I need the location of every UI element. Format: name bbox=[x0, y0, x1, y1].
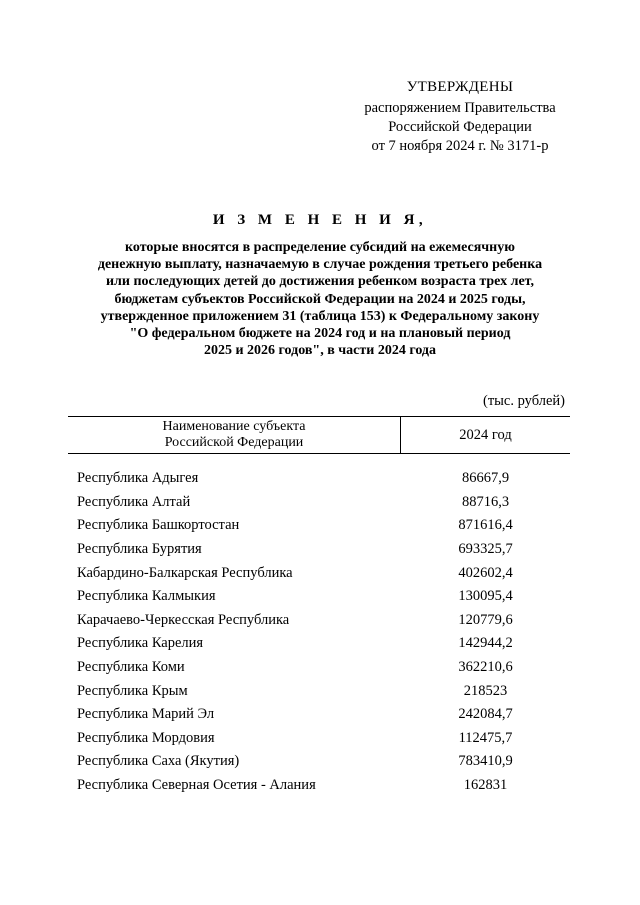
region-amount: 142944,2 bbox=[458, 635, 513, 652]
region-name: Республика Адыгея bbox=[77, 470, 199, 487]
table-row bbox=[68, 632, 570, 656]
heading-line: утвержденное приложением 31 (таблица 153) к Федеральному закону bbox=[100, 308, 540, 324]
approved-title: УТВЕРЖДЕНЫ bbox=[406, 79, 514, 95]
heading-line: бюджетам субъектов Российской Федерации на 2024 и 2025 годы, bbox=[114, 291, 526, 307]
table-row bbox=[68, 609, 570, 633]
table-body bbox=[68, 467, 570, 797]
header-region-line-1: Наименование субъекта bbox=[162, 419, 306, 434]
region-name: Республика Саха (Якутия) bbox=[77, 753, 240, 770]
region-name: Республика Коми bbox=[77, 659, 185, 676]
region-name: Карачаево-Черкесская Республика bbox=[77, 611, 290, 628]
region-amount: 120779,6 bbox=[458, 611, 513, 628]
region-name: Республика Алтай bbox=[77, 493, 191, 510]
region-name: Республика Крым bbox=[77, 682, 188, 699]
table-row bbox=[68, 514, 570, 538]
table-header bbox=[68, 416, 570, 454]
region-amount: 362210,6 bbox=[458, 659, 513, 676]
region-amount: 112475,7 bbox=[458, 729, 513, 746]
approval-line-1: распоряжением Правительства bbox=[364, 100, 556, 116]
heading-line: или последующих детей до достижения ребенком возраста трех лет, bbox=[105, 274, 535, 290]
table-row bbox=[68, 491, 570, 515]
heading-line: денежную выплату, назначаемую в случае рождения третьего ребенка bbox=[97, 257, 543, 273]
header-region-line-2: Российской Федерации bbox=[164, 435, 304, 450]
table-row bbox=[68, 538, 570, 562]
region-amount: 86667,9 bbox=[461, 470, 510, 487]
table-row bbox=[68, 774, 570, 798]
region-name: Республика Северная Осетия - Алания bbox=[77, 777, 316, 794]
approval-line-2: Российской Федерации bbox=[388, 119, 532, 135]
heading-line: которые вносятся в распределение субсидий на ежемесячную bbox=[125, 240, 515, 255]
table-row bbox=[68, 656, 570, 680]
region-name: Республика Башкортостан bbox=[77, 517, 240, 534]
region-amount: 242084,7 bbox=[458, 706, 513, 723]
header-year: 2024 год bbox=[459, 427, 512, 443]
region-name: Республика Бурятия bbox=[77, 541, 202, 558]
region-name: Республика Калмыкия bbox=[77, 588, 216, 605]
table-row bbox=[68, 561, 570, 585]
table-row bbox=[68, 727, 570, 751]
table-row bbox=[68, 467, 570, 491]
region-amount: 402602,4 bbox=[458, 564, 513, 581]
region-name: Республика Мордовия bbox=[77, 729, 215, 746]
region-amount: 783410,9 bbox=[458, 753, 513, 770]
table-row bbox=[68, 750, 570, 774]
header-region-name bbox=[68, 417, 401, 453]
table-row bbox=[68, 679, 570, 703]
region-name: Республика Карелия bbox=[77, 635, 204, 652]
approval-line-3: от 7 ноября 2024 г. № 3171-р bbox=[371, 138, 549, 154]
region-amount: 162831 bbox=[463, 777, 508, 794]
document-heading bbox=[60, 212, 580, 359]
heading-line: "О федеральном бюджете на 2024 год и на плановый период bbox=[129, 326, 511, 342]
units-label: (тыс. рублей) bbox=[483, 393, 565, 409]
region-amount: 130095,4 bbox=[458, 588, 513, 605]
heading-line: 2025 и 2026 годов", в части 2024 года bbox=[203, 343, 437, 359]
region-amount: 693325,7 bbox=[458, 541, 513, 558]
region-name: Кабардино-Балкарская Республика bbox=[77, 564, 293, 581]
table-row bbox=[68, 585, 570, 609]
region-amount: 218523 bbox=[463, 682, 508, 699]
region-amount: 88716,3 bbox=[461, 493, 510, 510]
changes-title: И З М Е Н Е Н И Я, bbox=[212, 212, 428, 228]
region-name: Республика Марий Эл bbox=[77, 706, 215, 723]
approval-block bbox=[340, 78, 580, 156]
table-row bbox=[68, 703, 570, 727]
region-amount: 871616,4 bbox=[458, 517, 513, 534]
